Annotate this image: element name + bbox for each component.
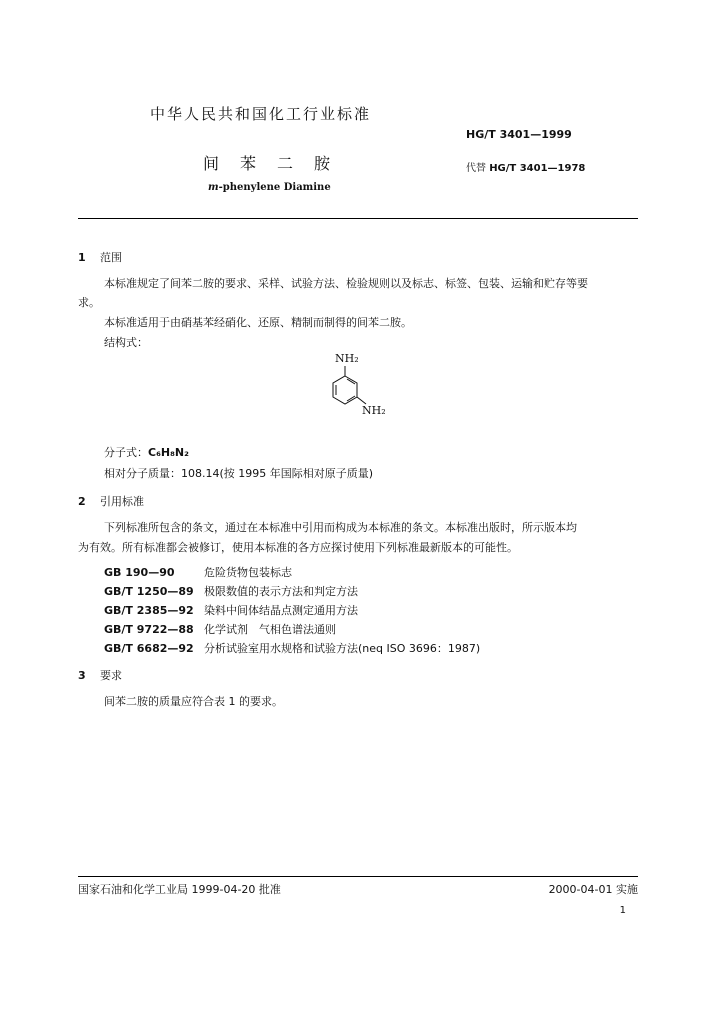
reference-title: 极限数值的表示方法和判定方法 (204, 585, 358, 598)
section-3-number: 3 (78, 669, 86, 682)
reference-row (104, 637, 480, 656)
footer-divider (78, 876, 638, 877)
approval-line: 国家石油和化学工业局 1999-04-20 批准 (78, 883, 281, 896)
formula-label: 分子式： (104, 446, 148, 459)
structure-label: 结构式： (104, 336, 148, 349)
section-1-number: 1 (78, 251, 86, 264)
page-number: 1 (619, 905, 626, 916)
reference-row (104, 599, 358, 618)
section-2-para-line-1: 下列标准所包含的条文，通过在本标准中引用而构成为本标准的条文。本标准出版时，所示版本均 (104, 521, 577, 534)
replaces-code: HG/T 3401—1978 (489, 163, 586, 174)
reference-code: GB/T 1250—89 (104, 585, 194, 598)
molecular-formula (104, 443, 189, 462)
amino-group-top: NH₂ (335, 352, 359, 365)
standard-number: HG/T 3401—1999 (466, 128, 572, 141)
reference-row (104, 580, 358, 599)
reference-code: GB/T 2385—92 (104, 604, 194, 617)
section-1-para-1-line-1: 本标准规定了间苯二胺的要求、采样、试验方法、检验规则以及标志、标签、包装、运输和贮存等要 (104, 277, 588, 290)
formula-value: C₆H₈N₂ (148, 446, 189, 459)
reference-title: 分析试验室用水规格和试验方法(neq ISO 3696：1987) (204, 642, 481, 655)
reference-title: 染料中间体结晶点测定通用方法 (204, 604, 358, 617)
section-3-heading (78, 667, 122, 683)
section-3-title: 要求 (100, 669, 122, 682)
header-divider (78, 218, 638, 219)
section-1-para-2: 本标准适用于由硝基苯经硝化、还原、精制而制得的间苯二胺。 (104, 316, 412, 329)
english-title (208, 182, 331, 193)
reference-row (104, 561, 292, 580)
replaces-prefix: 代替 (466, 163, 486, 174)
reference-row (104, 618, 336, 637)
section-2-title: 引用标准 (100, 495, 144, 508)
replaces-note (466, 159, 585, 174)
section-1-heading (78, 249, 122, 265)
reference-title: 危险货物包装标志 (204, 566, 292, 579)
amino-group-bottom: NH₂ (362, 404, 386, 417)
english-title-prefix: m (208, 182, 219, 193)
section-1-title: 范围 (100, 251, 122, 264)
section-2-heading (78, 493, 144, 509)
reference-code: GB/T 9722—88 (104, 623, 194, 636)
english-title-rest: -phenylene Diamine (218, 182, 331, 193)
effective-date: 2000-04-01 实施 (548, 883, 638, 896)
reference-title: 化学试剂 气相色谱法通则 (204, 623, 336, 636)
section-1-para-1-line-2: 求。 (78, 296, 100, 309)
standard-category-title: 中华人民共和国化工行业标准 (150, 105, 372, 123)
molecular-mass: 相对分子质量：108.14(按 1995 年国际相对原子质量) (104, 467, 374, 480)
document-title: 间苯二胺 (203, 154, 352, 173)
section-2-number: 2 (78, 495, 86, 508)
section-2-para-line-2: 为有效。所有标准都会被修订，使用本标准的各方应探讨使用下列标准最新版本的可能性。 (78, 541, 518, 554)
section-3-para: 间苯二胺的质量应符合表 1 的要求。 (104, 695, 283, 708)
reference-code: GB/T 6682—92 (104, 642, 194, 655)
reference-code: GB 190—90 (104, 566, 175, 579)
